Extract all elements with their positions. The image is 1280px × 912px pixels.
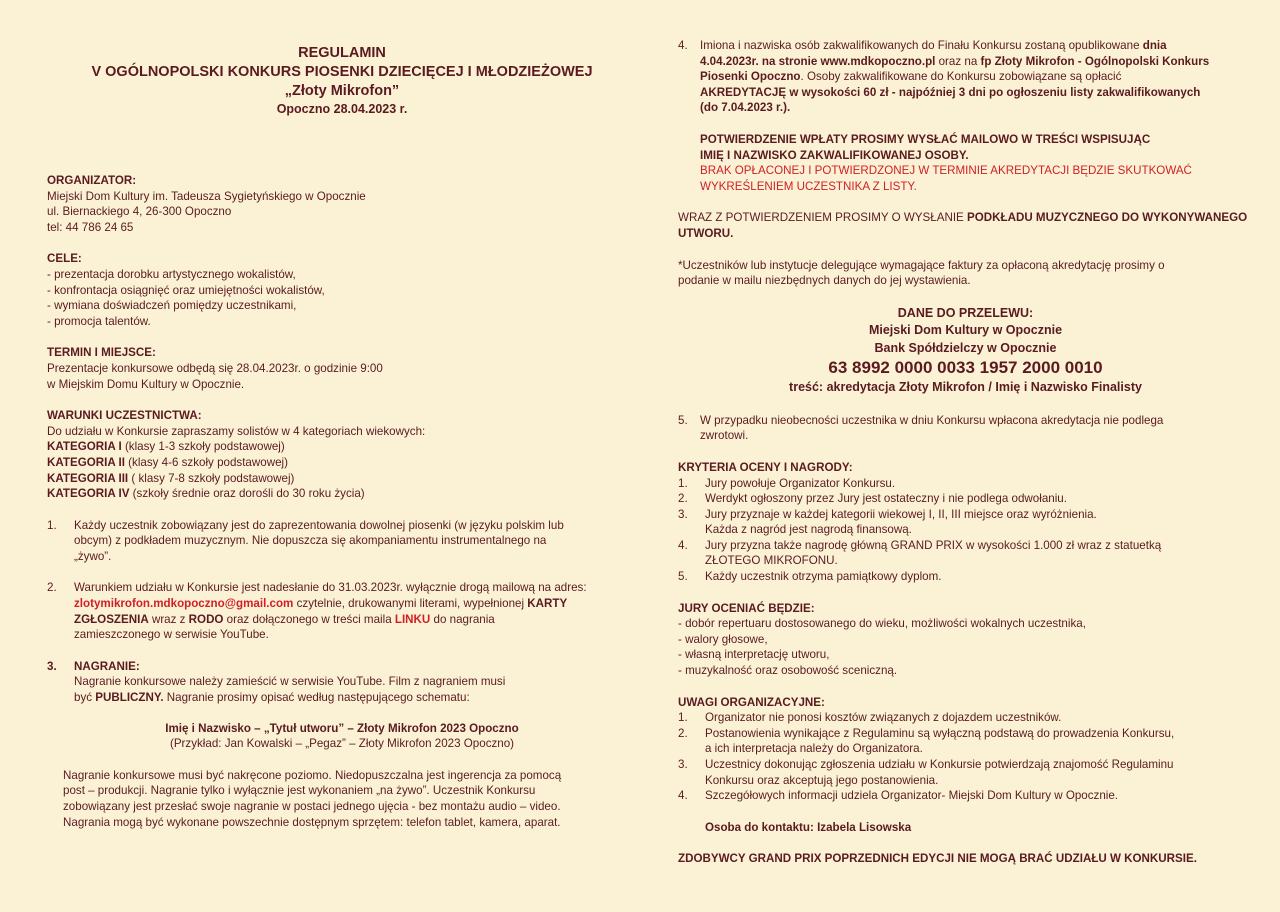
rule-line: 4.04.2023r. na stronie www.mdkopoczno.pl oraz na fp Złoty Mikrofon - Ogólnopolski Konkurs bbox=[700, 54, 1210, 68]
rule-number: 3. bbox=[47, 659, 57, 673]
bank-recipient: Miejski Dom Kultury w Opocznie bbox=[868, 323, 1063, 338]
criteria-item: 3. Jury przyznaje w każdej kategorii wiekowej I, II, III miejsce oraz wyróżnienia. Każda z nagród jest nagrodą finansową. bbox=[678, 507, 1097, 537]
warning-line: BRAK OPŁACONEJ I POTWIERDZONEJ W TERMINIE AKREDYTACJI BĘDZIE SKUTKOWAĆ bbox=[700, 164, 1192, 178]
category-label: KATEGORIA III bbox=[47, 471, 129, 485]
category-label: KATEGORIA IV bbox=[47, 487, 130, 501]
left-column bbox=[47, 0, 637, 830]
date-place-line: w Miejskim Domu Kultury w Opocznie. bbox=[47, 377, 245, 391]
rule-line: Nagranie konkursowe należy zamieścić w serwisie YouTube. Film z nagraniem musi bbox=[74, 675, 506, 689]
category-label: KATEGORIA II bbox=[47, 455, 125, 469]
website-link[interactable]: 4.04.2023r. na stronie www.mdkopoczno.pl bbox=[700, 54, 936, 68]
warning-line: WYKREŚLENIEM UCZESTNIKA Z LISTY. bbox=[700, 179, 917, 193]
title-contest: V OGÓLNOPOLSKI KONKURS PIOSENKI DZIECIĘCEJ I MŁODZIEŻOWEJ bbox=[91, 64, 593, 80]
section-goals bbox=[47, 251, 637, 329]
category-line bbox=[47, 439, 637, 455]
confirmation-line: IMIĘ I NAZWISKO ZAKWALIFIKOWANEJ OSOBY. bbox=[700, 148, 969, 162]
category-text: ( klasy 7-8 szkoły podstawowej) bbox=[128, 471, 295, 485]
section-organizational-notes bbox=[678, 695, 1253, 804]
bank-details bbox=[678, 305, 1253, 397]
jury-criterion: - własną interpretację utworu, bbox=[678, 648, 830, 662]
category-text: (szkoły średnie oraz dorośli do 30 roku życia) bbox=[129, 487, 365, 501]
organizer-line: Miejski Dom Kultury im. Tadeusza Sygietyńskiego w Opocznie bbox=[47, 189, 366, 203]
organizer-line: tel: 44 786 24 65 bbox=[47, 220, 134, 234]
rule-item-5 bbox=[678, 413, 1253, 444]
rule-item-1 bbox=[47, 518, 637, 565]
schema-example: (Przykład: Jan Kowalski – „Pegaz” – Złoty Mikrofon 2023 Opoczno) bbox=[169, 737, 515, 751]
goal-item: - wymiana doświadczeń pomiędzy uczestnikami, bbox=[47, 299, 297, 313]
contact-person: Osoba do kontaktu: Izabela Lisowska bbox=[705, 820, 912, 834]
category-text: (klasy 1-3 szkoły podstawowej) bbox=[121, 440, 285, 454]
category-line bbox=[47, 455, 637, 471]
category-line bbox=[47, 471, 637, 487]
rule-line: „żywo”. bbox=[74, 549, 112, 563]
jury-heading: JURY OCENIAĆ BĘDZIE: bbox=[678, 601, 815, 615]
bank-name: Bank Spółdzielczy w Opocznie bbox=[874, 340, 1057, 355]
rule-line: Warunkiem udziału w Konkursie jest nadesłanie do 31.03.2023r. wyłącznie drogą mailową na adres: bbox=[74, 581, 587, 595]
recording-line: Nagrania mogą być wykonane powszechnie dostępnym sprzętem: telefon tablet, kamera, aparat. bbox=[63, 815, 561, 829]
rule-number: 4. bbox=[678, 39, 688, 52]
rule-line: zamieszczonego w serwisie YouTube. bbox=[74, 628, 269, 642]
category-text: (klasy 4-6 szkoły podstawowej) bbox=[124, 455, 288, 469]
rule-item-4 bbox=[678, 38, 1253, 116]
confirmation-line: POTWIERDZENIE WPŁATY PROSIMY WYSŁAĆ MAILOWO W TREŚCI WSPISUJĄC bbox=[700, 132, 1151, 146]
rule-item-3 bbox=[47, 659, 637, 706]
goal-item: - promocja talentów. bbox=[47, 314, 151, 328]
recording-line: post – produkcji. Nagranie tylko i wyłącznie jest wykonaniem „na żywo”. Uczestnik Konkursu bbox=[63, 784, 536, 798]
facebook-page-link[interactable]: fp Złoty Mikrofon - Ogólnopolski Konkurs bbox=[980, 54, 1210, 68]
criteria-heading: KRYTERIA OCENY I NAGRODY: bbox=[678, 460, 853, 474]
jury-criterion: - dobór repertuaru dostosowanego do wieku, możliwości wokalnych uczestnika, bbox=[678, 617, 1086, 631]
note-item: 2. Postanowienia wynikające z Regulaminu są wyłączną podstawą do prowadzenia Konkursu, a ich interpretacja należy do Organizatora. bbox=[678, 726, 1175, 756]
schema-line: Imię i Nazwisko – „Tytuł utworu” – Złoty Mikrofon 2023 Opoczno bbox=[165, 721, 519, 735]
recording-rules bbox=[63, 768, 637, 830]
organizer-line: ul. Biernackiego 4, 26-300 Opoczno bbox=[47, 205, 232, 219]
criteria-item: 5. Każdy uczestnik otrzyma pamiątkowy dyplom. bbox=[678, 570, 942, 584]
title-name: „Złoty Mikrofon” bbox=[284, 83, 400, 99]
rule-line: Piosenki Opoczno. Osoby zakwalifikowane do Konkursu zobowiązane są opłacić bbox=[700, 70, 1122, 84]
rule-line: zlotymikrofon.mdkopoczno@gmail.com czytelnie, drukowanymi literami, wypełnionej KARTY bbox=[74, 597, 568, 611]
rule-number: 5. bbox=[678, 413, 688, 427]
rule-number: 1. bbox=[47, 518, 57, 532]
section-criteria bbox=[678, 460, 1253, 585]
invoice-note: *Uczestników lub instytucje delegujące wymagające faktury za opłaconą akredytację prosimy o podanie w mailu niezbędnych danych do jej wystawienia. bbox=[678, 258, 1165, 288]
section-organizer bbox=[47, 173, 637, 235]
payment-confirmation bbox=[700, 132, 1253, 194]
rule-line: być PUBLICZNY. Nagranie prosimy opisać według następującego schematu: bbox=[74, 691, 470, 705]
category-line bbox=[47, 486, 637, 502]
rule-line: Każdy uczestnik zobowiązany jest do zaprezentowania dowolnej piosenki (w języku polskim lub bbox=[74, 518, 564, 532]
jury-criterion: - muzykalność oraz osobowość sceniczną. bbox=[678, 664, 898, 678]
goal-item: - konfrontacja osiągnięć oraz umiejętności wokalistów, bbox=[47, 283, 325, 297]
section-conditions bbox=[47, 408, 637, 502]
section-jury bbox=[678, 601, 1253, 679]
jury-criterion: - walory głosowe, bbox=[678, 632, 768, 646]
right-column bbox=[678, 0, 1253, 867]
date-place-heading: TERMIN I MIEJSCE: bbox=[47, 346, 156, 360]
goals-heading: CELE: bbox=[47, 252, 82, 266]
title-regulamin: REGULAMIN bbox=[298, 45, 386, 61]
section-date-place bbox=[47, 345, 637, 392]
category-label: KATEGORIA I bbox=[47, 440, 122, 454]
rule-item-2 bbox=[47, 580, 637, 642]
recording-line: Nagranie konkursowe musi być nakręcone poziomo. Niedopuszczalna jest ingerencja za pomocą bbox=[63, 768, 562, 782]
organizer-heading: ORGANIZATOR: bbox=[47, 174, 137, 187]
rule-number: 2. bbox=[47, 581, 57, 595]
rule-line: W przypadku nieobecności uczestnika w dniu Konkursu wpłacona akredytacja nie podlega bbox=[700, 413, 1164, 427]
conditions-heading: WARUNKI UCZESTNICTWA: bbox=[47, 409, 202, 423]
rule-line: ZGŁOSZENIA wraz z RODO oraz dołączonego w treści maila LINKU do nagrania bbox=[74, 612, 495, 626]
transfer-title: treść: akredytacja Złoty Mikrofon / Imię i Nazwisko Finalisty bbox=[789, 380, 1142, 395]
contest-email-link[interactable]: zlotymikrofon.mdkopoczno@gmail.com bbox=[74, 597, 294, 611]
goal-item: - prezentacja dorobku artystycznego wokalistów, bbox=[47, 267, 296, 281]
document-header bbox=[47, 44, 637, 117]
note-item: 3. Uczestnicy dokonując zgłoszenia udziału w Konkursie potwierdzają znajomość Regulaminu Konkursu oraz akceptują jego postanowienia. bbox=[678, 758, 1174, 787]
note-item: 1. Organizator nie ponosi kosztów związanych z dojazdem uczestników. bbox=[678, 711, 1062, 725]
rule-line: AKREDYTACJĘ w wysokości 60 zł - najpóźniej 3 dni po ogłoszeniu listy zakwalifikowanych bbox=[700, 85, 1201, 99]
rule-line: zwrotowi. bbox=[700, 429, 749, 443]
date-place-line: Prezentacje konkursowe odbędą się 28.04.2023r. o godzinie 9:00 bbox=[47, 361, 383, 375]
recording-line: zobowiązany jest przesłać swoje nagranie w postaci jednego ujęcia - bez montażu audio – video. bbox=[63, 800, 561, 813]
rule-line: obcym) z podkładem muzycznym. Nie dopuszcza się akompaniamentu instrumentalnego na bbox=[74, 534, 547, 548]
naming-schema bbox=[47, 721, 637, 752]
rule-line: Imiona i nazwiska osób zakwalifikowanych do Finału Konkursu zostaną opublikowane dnia bbox=[700, 39, 1167, 52]
recording-heading: NAGRANIE: bbox=[74, 659, 140, 673]
footer-notice: ZDOBYWCY GRAND PRIX POPRZEDNICH EDYCJI NIE MOGĄ BRAĆ UDZIAŁU W KONKURSIE. bbox=[678, 852, 1197, 866]
criteria-item: 4. Jury przyzna także nagrodę główną GRAND PRIX w wysokości 1.000 zł wraz z statuetką ZŁOTEGO MIKROFONU. bbox=[678, 538, 1162, 568]
account-number: 63 8992 0000 0033 1957 2000 0010 bbox=[828, 358, 1103, 378]
title-date: Opoczno 28.04.2023 r. bbox=[276, 102, 408, 116]
bank-heading: DANE DO PRZELEWU: bbox=[897, 305, 1034, 320]
note-item: 4. Szczegółowych informacji udziela Organizator- Miejski Dom Kultury w Opocznie. bbox=[678, 789, 1119, 803]
conditions-intro: Do udziału w Konkursie zapraszamy solistów w 4 kategoriach wiekowych: bbox=[47, 424, 426, 438]
criteria-item: 1. Jury powołuje Organizator Konkursu. bbox=[678, 476, 896, 490]
rule-line: (do 7.04.2023 r.). bbox=[700, 101, 791, 115]
criteria-item: 2. Werdykt ogłoszony przez Jury jest ostateczny i nie podlega odwołaniu. bbox=[678, 492, 1067, 506]
backing-track-note: WRAZ Z POTWIERDZENIEM PROSIMY O WYSŁANIE PODKŁADU MUZYCZNEGO DO WYKONYWANEGO UTWORU. bbox=[678, 211, 1248, 240]
notes-heading: UWAGI ORGANIZACYJNE: bbox=[678, 695, 825, 709]
